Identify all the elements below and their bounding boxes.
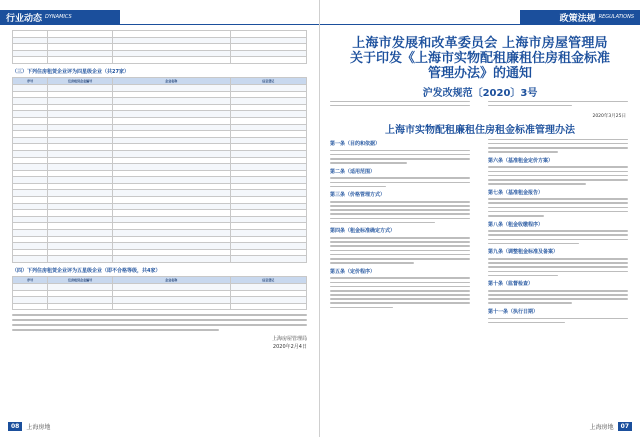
five-star-table (12, 276, 307, 310)
right-header-bar (520, 10, 640, 24)
left-page-number: 08 (8, 422, 22, 431)
signature-block (12, 335, 307, 350)
left-publication-name: 上海房地 (26, 424, 51, 431)
notice-date: 2020年3月25日 (592, 114, 626, 119)
right-header-subtitle: REGULATIONS (598, 14, 634, 20)
rating-table-continued (12, 30, 307, 64)
article-heading: 第二条（适用范围） (330, 168, 376, 175)
left-content (12, 30, 307, 350)
left-header-bar (0, 10, 120, 24)
right-footer (590, 422, 632, 431)
intro-text-left (330, 98, 470, 109)
right-header-title: 政策法规 (559, 13, 596, 24)
headline-line2: 关于印发《上海市实物配租廉租住房租金标准 (349, 51, 610, 66)
left-header-subtitle: DYNAMICS (45, 14, 72, 20)
headline-line1: 上海市发展和改革委员会 上海市房屋管理局 (352, 36, 608, 51)
intro-text-right (488, 98, 628, 109)
col-header-index: 序号 (13, 77, 48, 84)
article-heading: 第五条（定价程序） (330, 268, 376, 275)
right-header-rule (320, 24, 640, 25)
col-header-code: 住房租赁企业编号 (48, 77, 113, 84)
article-heading: 第八条（租金收缴程序） (488, 221, 544, 228)
left-header-rule (0, 24, 320, 25)
right-publication-name: 上海房地 (589, 424, 614, 431)
four-star-table (12, 77, 307, 263)
regulation-title: 上海市实物配租廉租住房租金标准管理办法 (385, 125, 575, 136)
section4-caption: （四）下列住房租赁企业评为五星级企业（即不合格等级，共4家） (12, 268, 161, 274)
col-header-info: 信息登记 (230, 77, 306, 84)
article-heading: 第九条（调整租金标准及备案） (488, 249, 559, 256)
section3-caption: （三）下列住房租赁企业评为四星级企业（共27家） (12, 68, 129, 75)
articles-column-left (330, 136, 470, 311)
col-header-name: 企业名称 (112, 277, 230, 284)
left-header-title: 行业动态 (6, 13, 43, 24)
article-heading: 第四条（租金标准确定方式） (330, 228, 396, 235)
article-heading: 第十一条（执行日期） (488, 309, 539, 316)
right-page-number: 07 (618, 422, 632, 431)
article-heading: 第六条（基准租金定价方案） (488, 157, 554, 164)
article-heading: 第一条（目的和依据） (330, 141, 381, 147)
signature-org: 上海房屋管理局 (271, 336, 307, 343)
article-heading: 第十条（监督检查） (488, 281, 534, 288)
document-number: 沪发改规范〔2020〕3号 (422, 88, 538, 99)
article-headline (330, 36, 630, 81)
col-header-name: 企业名称 (112, 77, 230, 84)
col-header-code: 住房租赁企业编号 (48, 277, 113, 284)
left-footer (8, 422, 50, 431)
col-header-info: 信息登记 (230, 277, 306, 284)
signature-date: 2020年2月4日 (272, 344, 307, 351)
article-heading: 第七条（基准租金报告） (488, 189, 544, 196)
col-header-index: 序号 (13, 277, 48, 284)
right-page (320, 0, 640, 437)
article-heading: 第三条（价格管理方式） (330, 192, 386, 199)
closing-paragraph (12, 314, 307, 331)
articles-column-right (488, 136, 628, 326)
headline-line3: 管理办法》的通知 (427, 66, 532, 81)
